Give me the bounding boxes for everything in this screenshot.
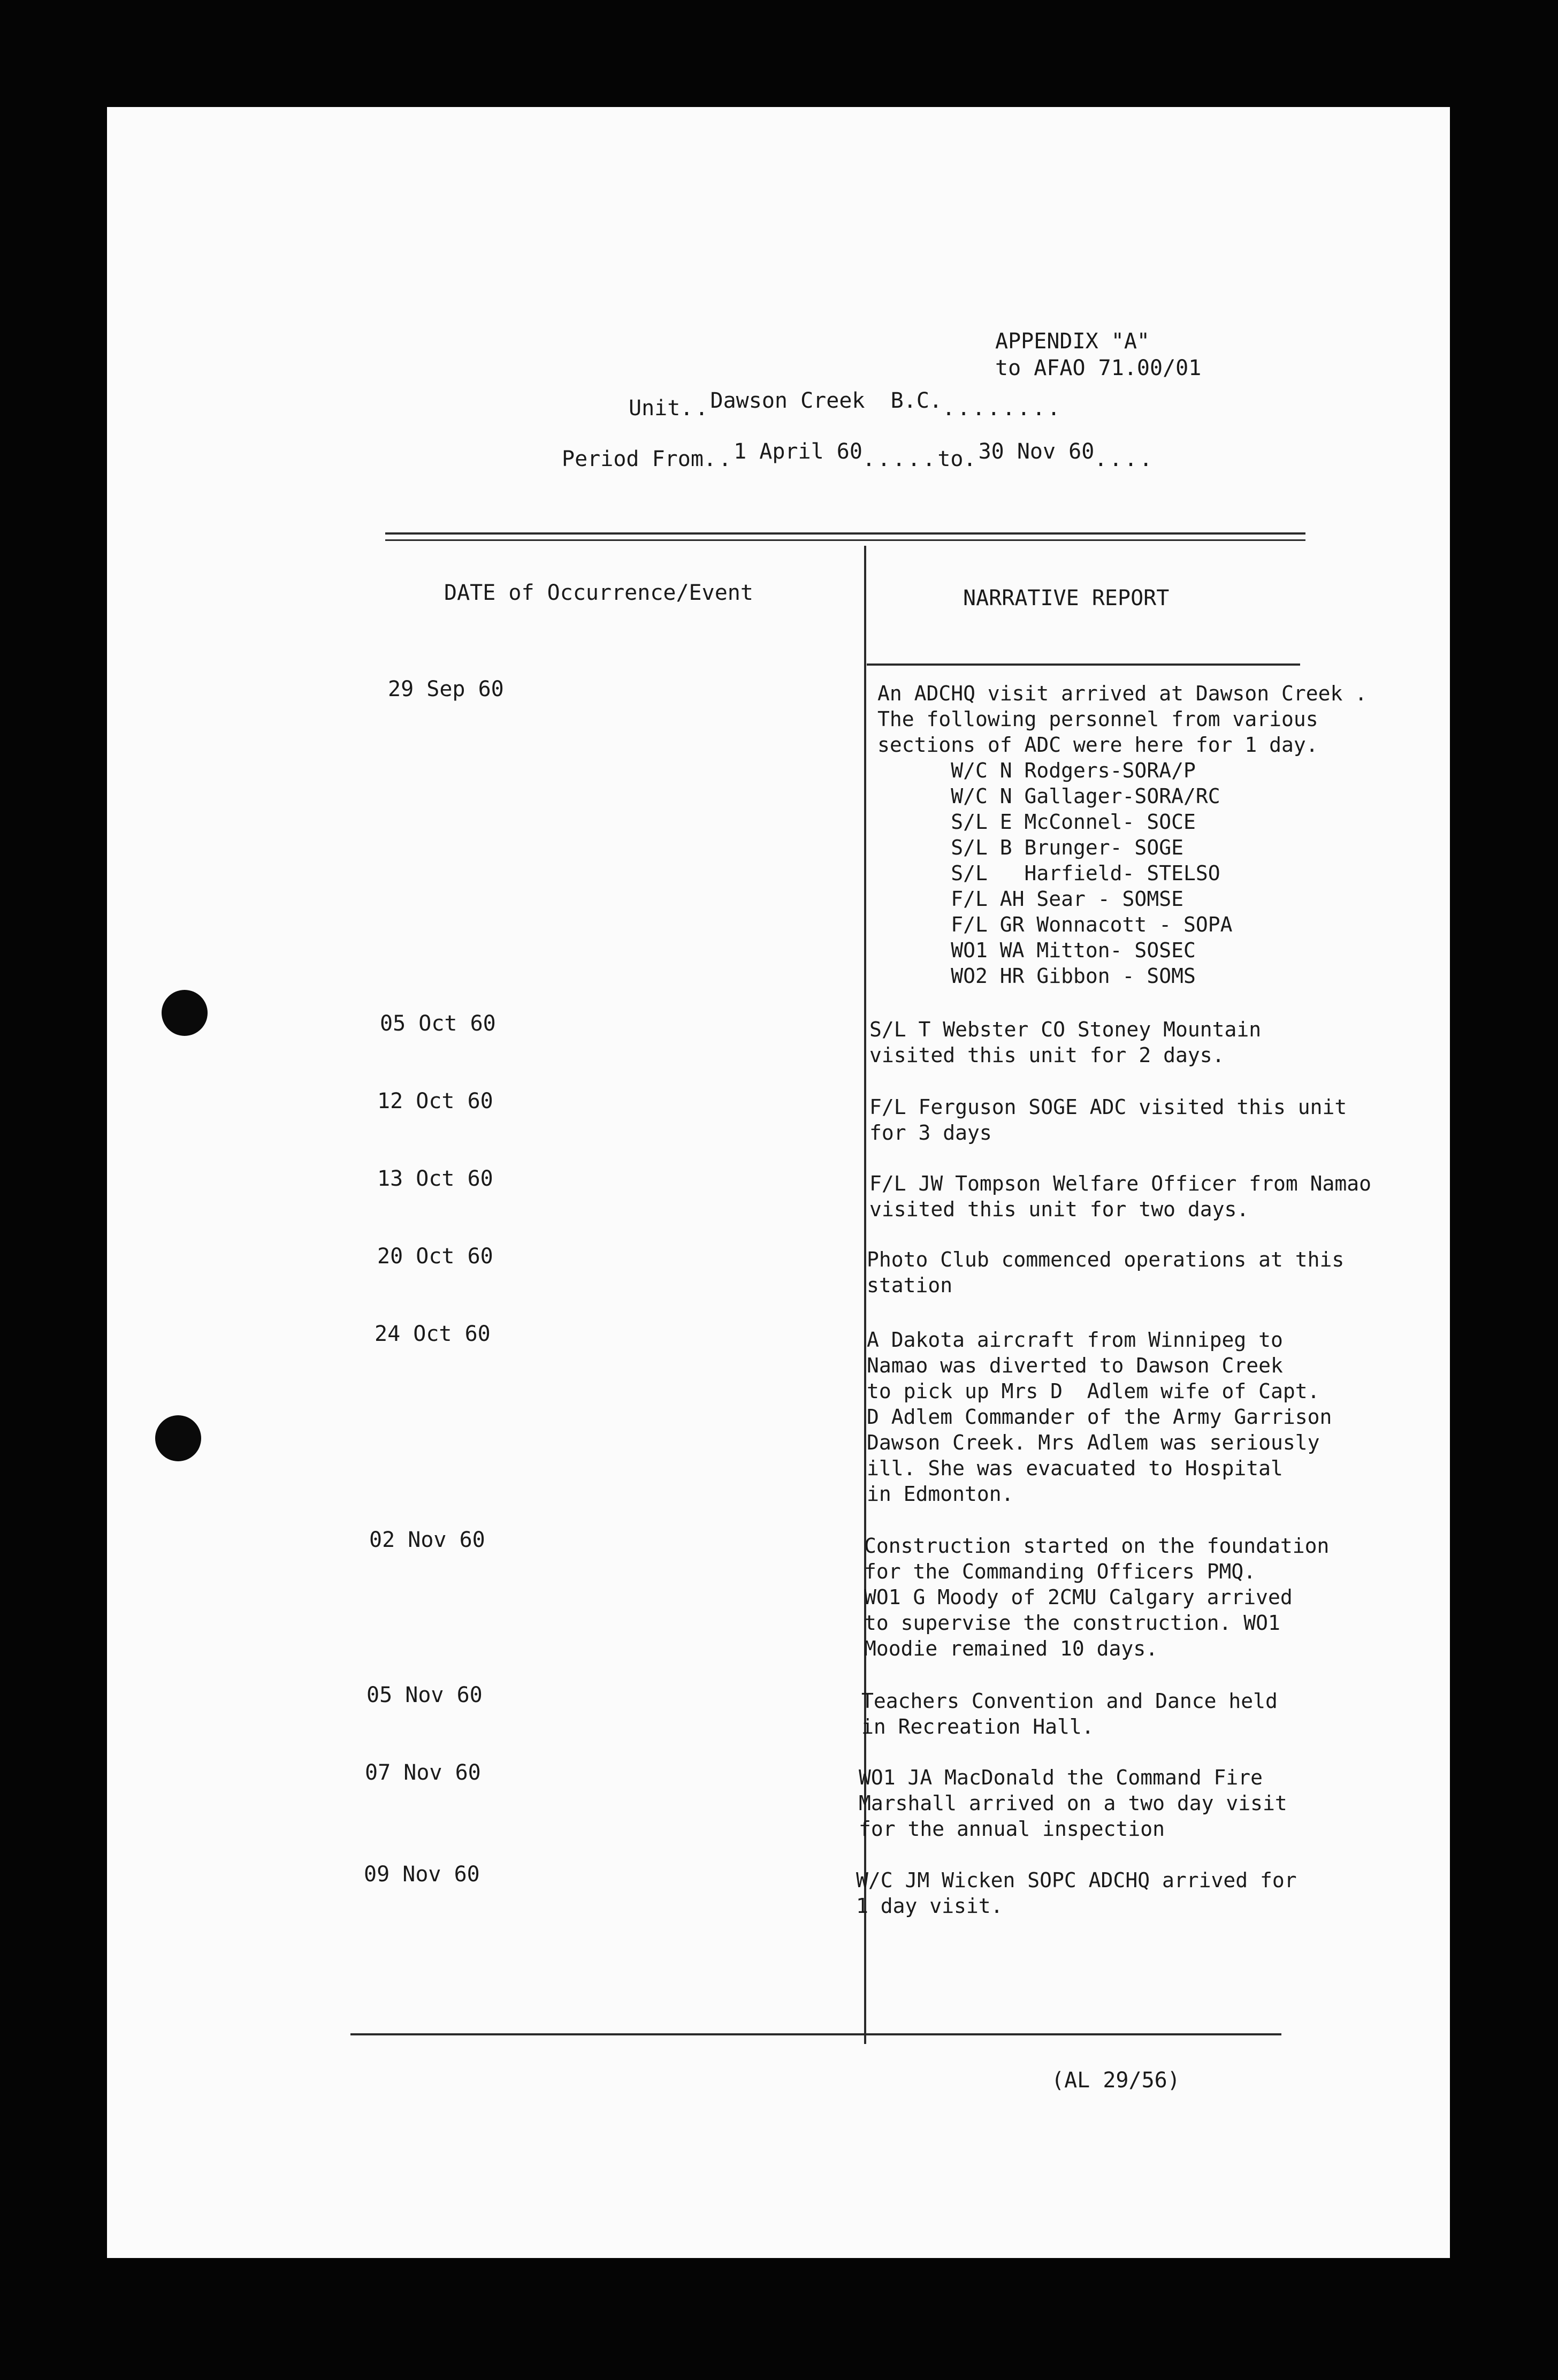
row-date: 07 Nov 60 bbox=[365, 1760, 481, 1785]
row-date: 24 Oct 60 bbox=[375, 1322, 491, 1346]
table-top-rule-2 bbox=[385, 539, 1305, 541]
row-date: 12 Oct 60 bbox=[377, 1089, 493, 1113]
period-label: Period From bbox=[562, 447, 704, 471]
row-date: 05 Nov 60 bbox=[366, 1683, 483, 1707]
row-narrative: WO1 JA MacDonald the Command Fire Marshall arrived on a two day visit for the annual inspection bbox=[859, 1766, 1287, 1841]
appendix-label: APPENDIX "A" bbox=[995, 329, 1150, 354]
row-date: 05 Oct 60 bbox=[380, 1011, 496, 1036]
row-narrative: A Dakota aircraft from Winnipeg to Namao was diverted to Dawson Creek to pick up Mrs D Adlem wife of Capt. D Adlem Commander of the Army Garrison Dawson Creek. Mrs Adlem was seriously ill. She was evacuated to Hospital in Edmonton. bbox=[867, 1328, 1332, 1506]
table-bottom-rule bbox=[350, 2033, 1281, 2035]
unit-line: Unit..Dawson Creek B.C......... bbox=[629, 388, 1063, 421]
amendment-reference: (AL 29/56) bbox=[1051, 2068, 1180, 2093]
table-top-rule bbox=[385, 532, 1305, 535]
row-narrative: F/L JW Tompson Welfare Officer from Namao visited this unit for two days. bbox=[869, 1172, 1371, 1221]
row-narrative: Teachers Convention and Dance held in Recreation Hall. bbox=[861, 1689, 1278, 1738]
column-header-date: DATE of Occurrence/Event bbox=[444, 581, 753, 605]
row-date: 13 Oct 60 bbox=[377, 1166, 493, 1191]
row-date: 29 Sep 60 bbox=[388, 677, 504, 701]
row-narrative: Photo Club commenced operations at this station bbox=[867, 1248, 1345, 1297]
punch-hole bbox=[162, 990, 208, 1036]
punch-hole bbox=[155, 1415, 201, 1461]
unit-value: Dawson Creek B.C. bbox=[710, 388, 942, 413]
row-date: 20 Oct 60 bbox=[377, 1244, 493, 1269]
period-from: 1 April 60 bbox=[734, 439, 862, 464]
unit-label: Unit bbox=[629, 396, 681, 421]
header-underline bbox=[867, 663, 1300, 666]
period-to-label: to bbox=[937, 447, 964, 471]
row-narrative: Construction started on the foundation for the Commanding Officers PMQ. WO1 G Moody of 2CMU Calgary arrived to supervise the construction. WO1 Moodie remained 10 days. bbox=[864, 1534, 1330, 1660]
appendix-reference: to AFAO 71.00/01 bbox=[995, 356, 1202, 380]
document-page bbox=[107, 107, 1450, 2258]
row-narrative: F/L Ferguson SOGE ADC visited this unit for 3 days bbox=[869, 1095, 1347, 1145]
column-header-narrative: NARRATIVE REPORT bbox=[963, 586, 1170, 611]
row-date: 02 Nov 60 bbox=[369, 1528, 485, 1552]
row-narrative: S/L T Webster CO Stoney Mountain visited this unit for 2 days. bbox=[869, 1018, 1262, 1067]
period-to: 30 Nov 60 bbox=[978, 439, 1095, 464]
row-narrative: An ADCHQ visit arrived at Dawson Creek . The following personnel from various sections of ADC were here for 1 day. W/C N Rodgers-SORA/P W/C N Gallager-SORA/RC S/L E McConnel- SOCE S/L B Brunger- SOGE S/L Harfield- STELSO F/L AH Sear - SOMSE F/L GR Wonnacott - SOPA WO1 WA Mitton- SOSEC WO2 HR Gibbon - SOMS bbox=[877, 682, 1368, 988]
period-line: Period From..1 April 60.....to.30 Nov 60.... bbox=[562, 439, 1155, 471]
row-date: 09 Nov 60 bbox=[364, 1862, 480, 1887]
row-narrative: W/C JM Wicken SOPC ADCHQ arrived for 1 day visit. bbox=[856, 1868, 1297, 1918]
